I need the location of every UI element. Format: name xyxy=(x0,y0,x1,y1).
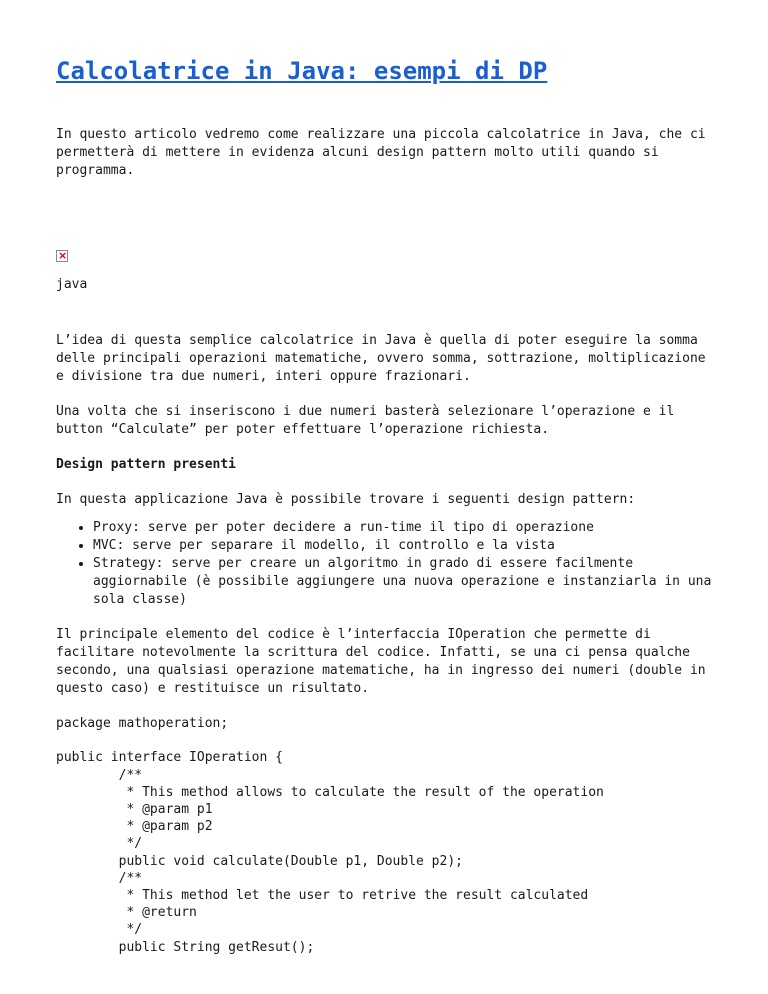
patterns-list xyxy=(56,519,712,609)
broken-image-icon: × xyxy=(58,249,68,262)
list-item: • Strategy: serve per creare un algoritmo in grado di essere facilmente aggiornabile (è possibile aggiungere una nuova operazione e instanziarla in una sola classe) xyxy=(93,555,712,609)
image-caption: java xyxy=(56,277,88,292)
intro-paragraph: In questo articolo vedremo come realizzare una piccola calcolatrice in Java, che ci permetterà di mettere in evidenza alcuni design pattern molto utili quando si programma. xyxy=(56,127,706,178)
interface-paragraph: Il principale elemento del codice è l’interfaccia IOperation che permette di facilitare notevolmente la scrittura del codice. Infatti, se una ci pensa qualche secondo, una qualsiasi operazione matematiche, ha in ingresso dei numeri (double in questo caso) e restituisce un risultato. xyxy=(56,627,706,696)
list-item: • Proxy: serve per poter decidere a run-time il tipo di operazione xyxy=(93,519,712,537)
section-heading: Design pattern presenti xyxy=(56,457,237,472)
page-title xyxy=(56,0,712,86)
usage-paragraph: Una volta che si inseriscono i due numeri basterà selezionare l’operazione e il button “Calculate” per poter effettuare l’operazione richiesta. xyxy=(56,404,675,437)
patterns-intro: In questa applicazione Java è possibile trovare i seguenti design pattern: xyxy=(56,492,636,507)
code-block: package mathoperation; public interface IOperation { /** * This method allows to calculate the result of the operation * @param p1 * @param p2 */ public void calculate(Double p1, Double p2); /** * This method let the user to retrive the result calculated * @return */ public String getResut(); xyxy=(56,716,604,955)
list-item: • MVC: serve per separare il modello, il controllo e la vista xyxy=(93,537,712,555)
idea-paragraph: L’idea di questa semplice calcolatrice in Java è quella di poter eseguire la somma delle principali operazioni matematiche, ovvero somma, sottrazione, moltiplicazione e divisione tra due numeri, interi oppure frazionari. xyxy=(56,333,706,384)
title-link[interactable]: Calcolatrice in Java: esempi di DP xyxy=(56,57,548,85)
